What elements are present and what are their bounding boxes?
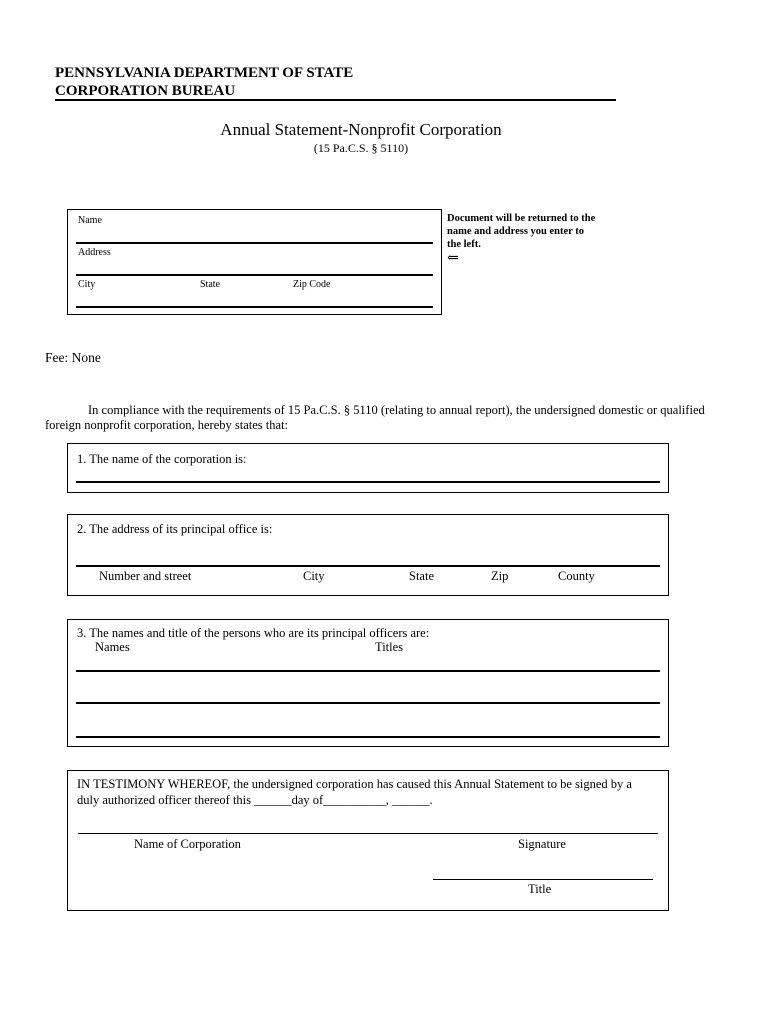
intro-line1: In compliance with the requirements of 15 Pa.C.S. § 5110 (relating to annual report), the undersigned domestic or qualified — [88, 403, 705, 417]
titles-label: Titles — [375, 640, 404, 654]
address-label: Address — [78, 247, 111, 258]
officer-line-2[interactable] — [76, 702, 660, 704]
intro-line2: foreign nonprofit corporation, hereby states that: — [45, 418, 288, 432]
name-label: Name — [78, 215, 102, 226]
section-3-label: 3. The names and title of the persons who are its principal officers are: — [77, 626, 430, 640]
principal-office-field[interactable] — [76, 565, 660, 567]
header-rule — [55, 99, 616, 101]
corporation-signature-line[interactable] — [78, 833, 658, 834]
left-arrow-icon: ⇐ — [447, 251, 459, 266]
section-2-box — [67, 514, 669, 596]
name-field[interactable] — [76, 242, 433, 244]
bureau-name: CORPORATION BUREAU — [55, 83, 236, 99]
number-street-label: Number and street — [99, 569, 192, 583]
section-3-box — [67, 619, 669, 747]
office-zip-label: Zip — [491, 569, 509, 583]
return-note-line2: name and address you enter to — [447, 226, 584, 237]
title-label: Title — [528, 882, 552, 896]
testimony-line1: IN TESTIMONY WHEREOF, the undersigned corporation has caused this Annual Statement to be signed by a — [77, 777, 632, 791]
city-state-zip-field[interactable] — [76, 306, 433, 308]
return-note-line3: the left. — [447, 239, 481, 250]
section-2-label: 2. The address of its principal office is: — [77, 522, 273, 536]
address-field[interactable] — [76, 274, 433, 276]
return-note-line1: Document will be returned to the — [447, 213, 596, 224]
return-address-box — [67, 209, 442, 315]
zip-label: Zip Code — [293, 279, 331, 290]
section-1-label: 1. The name of the corporation is: — [77, 452, 247, 466]
form-title: Annual Statement-Nonprofit Corporation — [220, 120, 502, 139]
names-label: Names — [95, 640, 130, 654]
corporation-name-field[interactable] — [76, 481, 660, 483]
city-label: City — [78, 279, 96, 290]
officer-line-1[interactable] — [76, 670, 660, 672]
department-name: PENNSYLVANIA DEPARTMENT OF STATE — [55, 65, 354, 81]
office-county-label: County — [558, 569, 595, 583]
state-label: State — [200, 279, 220, 290]
office-city-label: City — [303, 569, 325, 583]
return-note — [447, 212, 595, 267]
form-statute: (15 Pa.C.S. § 5110) — [313, 141, 409, 155]
officer-line-3[interactable] — [76, 736, 660, 738]
testimony-line2: duly authorized officer thereof this ______day of__________, ______. — [77, 793, 433, 807]
section-1-box — [67, 443, 669, 493]
title-line[interactable] — [433, 879, 653, 880]
office-state-label: State — [409, 569, 434, 583]
name-of-corporation-label: Name of Corporation — [134, 837, 241, 851]
testimony-box — [67, 770, 669, 911]
fee-text: Fee: None — [45, 350, 101, 365]
signature-label: Signature — [518, 837, 566, 851]
